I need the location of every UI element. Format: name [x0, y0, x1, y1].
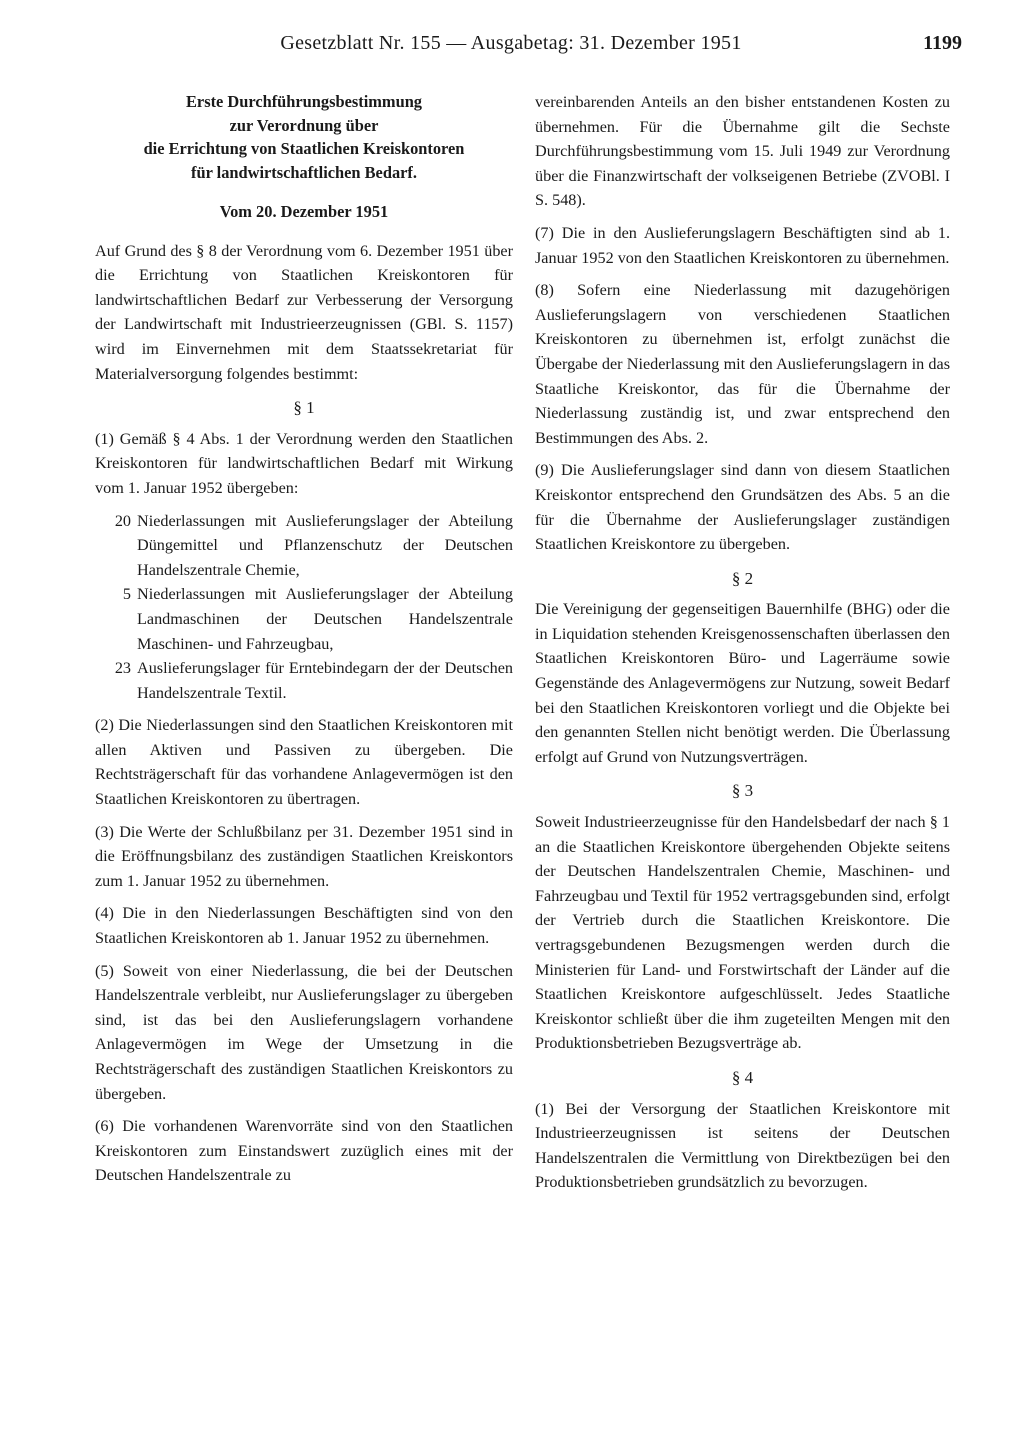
title-line: für landwirtschaftlichen Bedarf. — [191, 162, 417, 182]
page-header — [60, 24, 962, 60]
section-3-heading: § 3 — [731, 781, 754, 801]
section-1-paragraph-9: (9) Die Auslieferungslager sind dann von diesem Staatlichen Kreiskontor entsprechend den Grundsätzen des Abs. 5 an die für die Übernahme der Auslieferungslager zuständigen Staatlichen Kreiskontore zu übergeben. — [535, 461, 950, 554]
section-4-paragraph-1: (1) Bei der Versorgung der Staatlichen Kreiskontore mit Industrieerzeugnissen ist seitens der Deutschen Handelszentralen die Vermittlung von Direktbezügen bei den Produktionsbetrieben grundsätzlich zu bevorzugen. — [535, 1099, 950, 1192]
title-line: die Errichtung von Staatlichen Kreiskontoren — [143, 139, 465, 158]
section-1-paragraph-3: (3) Die Werte der Schlußbilanz per 31. Dezember 1951 sind in die Eröffnungsbilanz des zuständigen Staatlichen Kreiskontors zum 1. Januar 1952 zu übernehmen. — [95, 822, 513, 890]
list-item-count: 20 — [114, 511, 131, 530]
page-number: 1199 — [923, 32, 962, 54]
section-2-heading: § 2 — [731, 568, 754, 588]
section-2-paragraph: Die Vereinigung der gegenseitigen Bauernhilfe (BHG) oder die in Liquidation stehenden Kreisgenossenschaften überlassen den Staatlichen Kreiskontoren Büro- und Lagerräume sowie Gegenstände des Anlagevermögens zur Nutzung, soweit Bedarf bei den Staatlichen Kreiskontoren vorliegt und die Objekte bei den genannten Stellen nicht benötigt werden. Die Überlassung erfolgt auf Grund von Nutzungsverträgen. — [535, 600, 950, 766]
list-item — [95, 656, 513, 705]
section-1-paragraph-2: (2) Die Niederlassungen sind den Staatlichen Kreiskontoren mit allen Aktiven und Passiven zu übergeben. Die Rechtsträgerschaft für das vorhandene Anlagevermögen ist den Staatlichen Kreiskontoren zu übertragen. — [95, 716, 513, 809]
section-3-paragraph: Soweit Industrieerzeugnisse für den Handelsbedarf der nach § 1 an die Staatlichen Kreiskontore übergehenden Objekte seitens der Deutschen Handelszentralen Chemie, Maschinen- und Fahrzeugbau und Textil für 1952 vertragsgebunden sind, erfolgt der Vertrieb durch die Staatlichen Kreiskontore. Die vertragsgebundenen Bezugsmengen werden durch die Ministerien für Land- und Forstwirtschaft der Länder auf die Staatlichen Kreiskontore aufgeschlüsselt. Jedes Staatliche Kreiskontor schließt über die ihm zugeteilten Mengen mit den Produktionsbetrieben Bezugsverträge ab. — [535, 813, 950, 1053]
title-line: zur Verordnung über — [229, 115, 379, 135]
right-column — [535, 90, 950, 1203]
section-1-heading: § 1 — [293, 398, 315, 418]
left-column — [95, 90, 513, 1196]
list-item — [95, 509, 513, 583]
section-1-paragraph-8: (8) Sofern eine Niederlassung mit dazugehörigen Auslieferungslagern von verschiedenen Staatlichen Kreiskontoren zu übernehmen ist, erfolgt zunächst die Übergabe der Niederlassung mit den Auslieferungslagern in das Staatliche Kreiskontor, das für die Übernahme der Niederlassung zuständig ist, und zwar entsprechend den Bestimmungen des Abs. 2. — [535, 281, 950, 447]
list-item — [95, 582, 513, 656]
document-date: Vom 20. Dezember 1951 — [219, 202, 389, 221]
section-1-paragraph-5: (5) Soweit von einer Niederlassung, die bei der Deutschen Handelszentrale verbleibt, nur Auslieferungslager zu übergeben sind, ist das bei den Auslieferungslagern vorhandene Anlagevermögen im Wege der Umsetzung in die Rechtsträgerschaft des zuständigen Staatlichen Kreiskontors zu übergeben. — [95, 961, 513, 1103]
title-line: Erste Durchführungsbestimmung — [185, 92, 423, 111]
list-item-text: Niederlassungen mit Auslieferungslager der Abteilung Düngemittel und Pflanzenschutz der Deutschen Handelszentrale Chemie, — [137, 511, 513, 579]
transfer-list — [95, 509, 513, 706]
list-item-count: 23 — [114, 659, 131, 678]
list-item-text: Auslieferungslager für Erntebindegarn der der Deutschen Handelszentrale Textil. — [137, 659, 513, 702]
preamble-paragraph: Auf Grund des § 8 der Verordnung vom 6. Dezember 1951 über die Errichtung von Staatlichen Kreiskontoren für landwirtschaftlichen Bedarf zur Verbesserung der Versorgung der Landwirtschaft mit Industrieerzeugnissen (GBl. S. 1157) wird im Einvernehmen mit dem Staatssekretariat für Materialversorgung folgendes bestimmt: — [95, 241, 513, 383]
list-item-count: 5 — [122, 585, 131, 604]
section-1-paragraph-1: (1) Gemäß § 4 Abs. 1 der Verordnung werden den Staatlichen Kreiskontoren für landwirtschaftlichen Bedarf mit Wirkung vom 1. Januar 1952 übergeben: — [95, 429, 513, 497]
section-1-paragraph-6: (6) Die vorhandenen Warenvorräte sind von den Staatlichen Kreiskontoren zum Einstandswert zuzüglich eines mit der Deutschen Handelszentrale zu — [95, 1117, 513, 1185]
list-item-text: Niederlassungen mit Auslieferungslager der Abteilung Landmaschinen der Deutschen Handelszentrale Maschinen- und Fahrzeugbau, — [137, 585, 513, 653]
section-4-heading: § 4 — [731, 1067, 754, 1087]
section-1-paragraph-7: (7) Die in den Auslieferungslagern Beschäftigten sind ab 1. Januar 1952 von den Staatlichen Kreiskontoren zu übernehmen. — [535, 223, 950, 267]
section-1-paragraph-6-continued: vereinbarenden Anteils an den bisher entstandenen Kosten zu übernehmen. Für die Übernahme gilt die Sechste Durchführungsbestimmung vom 15. Juli 1949 zur Verordnung über die Finanzwirtschaft der volkseigenen Betriebe (ZVOBl. I S. 548). — [535, 93, 950, 210]
section-1-paragraph-4: (4) Die in den Niederlassungen Beschäftigten sind von den Staatlichen Kreiskontoren ab 1. Januar 1952 zu übernehmen. — [95, 904, 513, 948]
gazette-title: Gesetzblatt Nr. 155 — Ausgabetag: 31. Dezember 1951 — [280, 32, 742, 54]
document-title — [95, 90, 513, 184]
